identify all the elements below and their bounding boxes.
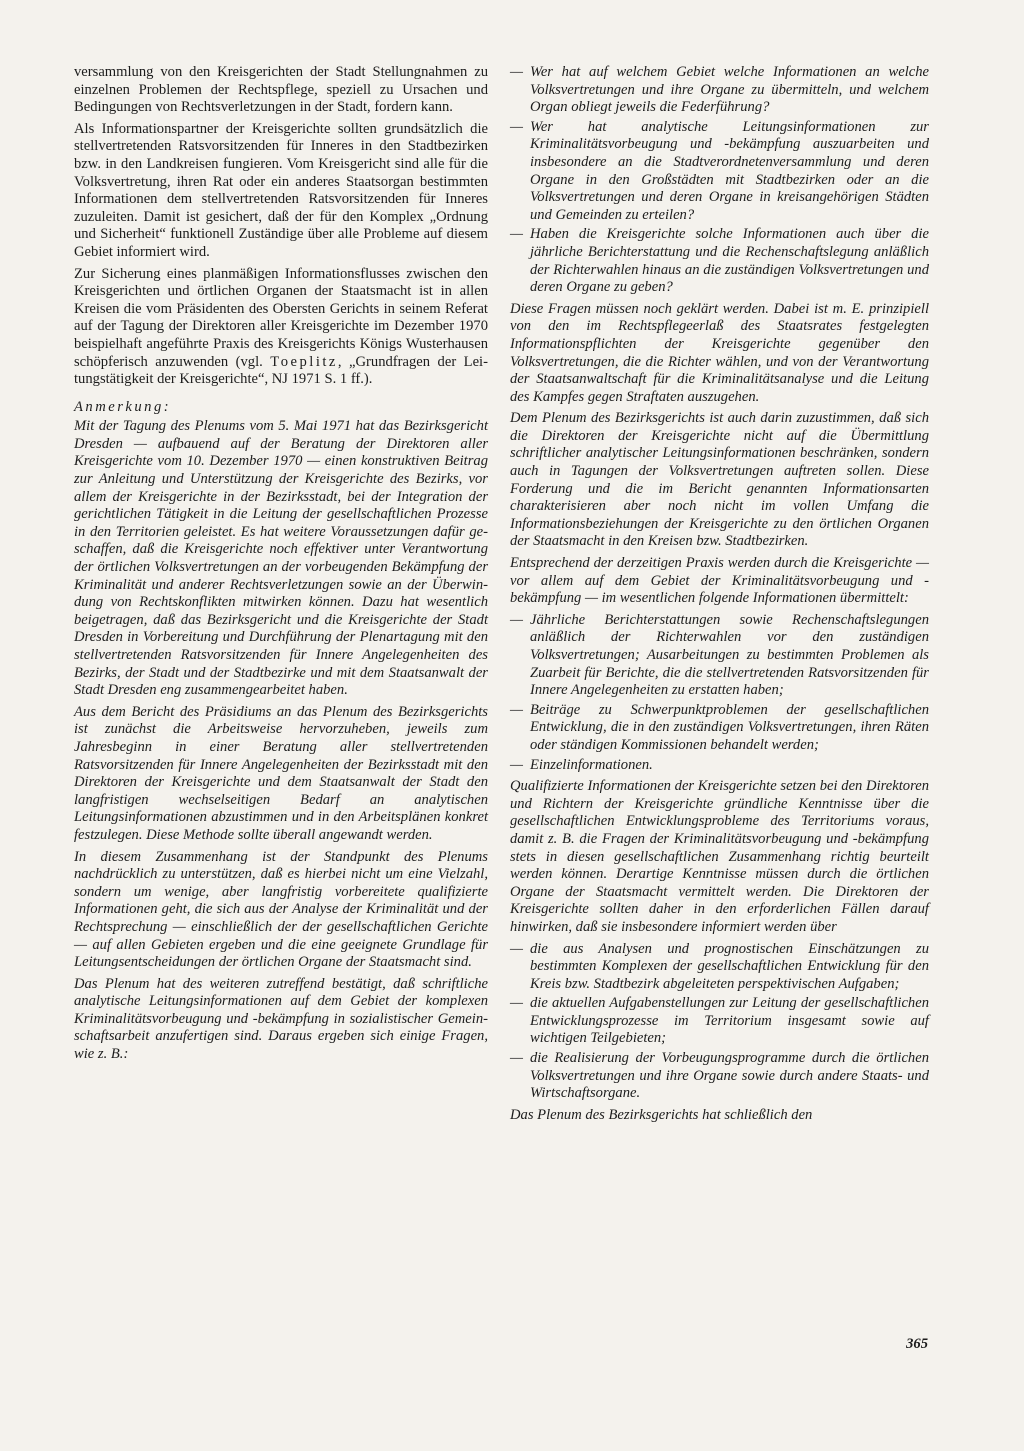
- information-list: [510, 612, 929, 774]
- list-item: — die aus Analysen und prognostischen Einschätzungen zu bestimmten Komplexen der gesellschaftlichen Entwicklung für den Kreis bzw. Stadtbezirk abgeleiteten perspektivischen Aufgaben;: [510, 941, 929, 994]
- list-item: — die aktuellen Aufgabenstellungen zur Leitung der gesellschaftlichen Entwicklungsprozesse im Territorium insgesamt sowie auf wichtigen Teilgebieten;: [510, 995, 929, 1048]
- author-name: Toeplitz: [270, 353, 338, 370]
- paragraph: versammlung von den Kreisgerichten der Stadt Stellungnahmen zu einzelnen Problemen der Rechtspflege, speziell zu Ursachen und Bedingungen von Rechtsverletzungen in der Stadt, fordern kann.: [74, 64, 488, 116]
- knowledge-list: [510, 941, 929, 1103]
- note-paragraph: Aus dem Bericht des Präsidiums an das Plenum des Bezirksgerichts ist zunächst die Arbeitsweise hervorzuheben, jeweils zum Jahresbeginn in einer Beratung aller stellvertretenden Ratsvorsitzenden für Innere Angelegenheiten der Bezirksstadt mit den Direktoren der Kreisgerichte und dem Staatsanwalt der Stadt den langfristigen wechselseitigen Bedarf an analytischen Leitungsinformationen abzustimmen und in den Arbeitsplänen konkret festzulegen. Diese Methode sollte überall angewandt werden.: [74, 703, 488, 843]
- paragraph: Entsprechend der derzeitigen Praxis werden durch die Kreisgerichte — vor allem auf dem Gebiet der Kriminalitätsvorbeugung und -bekämpfung — im wesentlichen folgende Informationen übermittelt:: [510, 555, 929, 607]
- paragraph: Das Plenum des Bezirksgerichts hat schließlich den: [510, 1106, 813, 1123]
- list-item: — Haben die Kreisgerichte solche Informationen auch über die jährliche Berichterstattung und die Rechenschaftslegung anläßlich der Richterwahlen hinaus an die zuständigen Volksvertretungen und deren Organe zu geben?: [510, 226, 929, 296]
- note-heading: Anmerkung:: [74, 398, 172, 415]
- list-item: — Einzelinformationen.: [510, 757, 929, 775]
- list-item: — Beiträge zu Schwerpunktproblemen der gesellschaftlichen Entwicklung, die in den zuständigen Volksvertretungen, ihren Räten oder ständigen Kommissionen behandelt werden;: [510, 702, 929, 755]
- paragraph-text: Zur Sicherung eines planmäßigen Informationsflusses zwischen den Kreisgerichten und örtlichen Organen der Staatsmacht ist in allen Kreisen die vom Präsidenten des Obersten Gerichts in seinem Referat auf der Tagung der Direktoren aller Kreisgerichte im Dezember 1970 beispielhaft angeführte Praxis des Kreisgerichts Königs Wusterhausen schöpferisch anzuwenden (vgl.: [74, 265, 488, 370]
- paragraph: [74, 266, 488, 389]
- note-paragraph: Mit der Tagung des Plenums vom 5. Mai 1971 hat das Bezirksgericht Dresden — aufbauend auf der Beratung der Direktoren aller Kreisgerichte vom 10. Dezember 1970 — einen konstruktiven Beitrag zur Anleitung und Unterstützung der Kreisgerichte des Bezirks, vor allem der Kreisgerichte in der Bezirksstadt, bei der Integration der gerichtlichen Tätigkeit in die Leitung der gesellschaftlichen Prozesse in den Territorien geleistet. Es hat weitere Voraussetzungen dafür geschaffen, daß die Kreisgerichte noch effektiver unter Verantwortung der örtlichen Volksvertretungen an der vorbeugenden Bekämpfung der Kriminalität und anderer Rechtsverletzungen sowie an der Überwindung von Rechtskonflikten mitwirken können. Dazu hat wesentlich beigetragen, daß das Bezirksgericht und die Kreisgerichte der Stadt Dresden in Vorbereitung und Durchführung der Plenartagung mit den stellvertretenden Ratsvorsitzenden für Innere Angelegenheiten des Bezirks, der Stadt und der Stadtbezirke und mit dem Staatsanwalt der Stadt Dresden eng zusammengearbeitet haben.: [74, 418, 488, 699]
- list-item: — die Realisierung der Vorbeugungsprogramme durch die örtlichen Volksvertretungen und ihre Organe sowie durch andere Staats- und Wirtschaftsorgane.: [510, 1050, 929, 1103]
- right-column: [510, 64, 929, 1128]
- paragraph: Dem Plenum des Bezirksgerichts ist auch darin zuzustimmen, daß sich die Direktoren der Kreisgerichte nicht auf die Übermittlung schriftlicher analytischer Leitungsinformationen beschränken, sondern auch in Tagungen der Volksvertretungen auftreten sollen. Diese Forderung und die im Bericht genannten Informationsarten charakterisieren aber noch nicht im vollen Umfang die Informationsbeziehungen der Kreisgerichte zu den örtlichen Organen der Staatsmacht in den Kreisen bzw. Stadtbezirken.: [510, 410, 929, 550]
- note-paragraph: Das Plenum hat des weiteren zutreffend bestätigt, daß schriftliche analytische Leitungsinformationen auf dem Gebiet der komplexen Kriminalitätsvorbeugung und -bekämpfung in sozialistischer Gemeinschaftsarbeit anzufertigen sind. Daraus ergeben sich einige Fragen, wie z. B.:: [74, 975, 488, 1063]
- list-item: — Wer hat analytische Leitungsinformationen zur Kriminalitätsvorbeugung und -bekämpfung auszuarbeiten und insbesondere an die Stadtverordnetenversammlung und deren Organe in den Großstädten mit Stadtbezirken oder an die Volksvertretungen und deren Organe in kreisangehörigen Städten und Gemeinden zu erteilen?: [510, 119, 929, 225]
- paragraph: Als Informationspartner der Kreisgerichte sollten grundsätzlich die stellvertretenden Ratsvorsitzenden für Inneres in den Stadtbezirken bzw. in den Landkreisen fungieren. Vom Kreisgericht sind alle für die Volksvertretung, ihren Rat oder ein anderes Staatsorgan bestimmten Informationen dem stellvertretenden Ratsvorsitzenden für Inneres zuzuleiten. Damit ist gesichert, daß der für den Komplex „Ordnung und Sicherheit“ funktionell Zuständige über alle Probleme auf diesem Gebiet informiert wird.: [74, 120, 488, 260]
- paragraph: Qualifizierte Informationen der Kreisgerichte setzen bei den Direktoren und Richtern der Kreisgerichte gründliche Kenntnisse über die gesellschaftlichen Entwicklungsprobleme des Territoriums voraus, damit z. B. die Fragen der Kriminalitätsvorbeugung und -bekämpfung stets in diesen gesellschaftlichen Zusammenhang richtig beurteilt werden können. Derartige Kenntnisse müssen durch die örtlichen Organe der Staatsmacht vermittelt werden. Die Direktoren der Kreisgerichte sollten daher in den erforderlichen Fällen darauf hinwirken, daß sie insbesondere informiert werden über: [510, 778, 929, 935]
- question-list: [510, 64, 929, 297]
- page-number: 365: [906, 1336, 928, 1352]
- citation-text: , „Grundfragen der Leitungstätigkeit der Kreisgerichte“, NJ 1971 S. 1 ff.).: [74, 353, 488, 388]
- list-item: — Wer hat auf welchem Gebiet welche Informationen an welche Volksvertretungen und ihre Organe zu übermitteln, und welchem Organ obliegt jeweils die Federführung?: [510, 64, 929, 117]
- paragraph: Diese Fragen müssen noch geklärt werden. Dabei ist m. E. prinzipiell von den im Rechtspflegeerlaß des Staatsrates festgelegten Informationspflichten der Kreisgerichte gegenüber den Volksvertretungen, die die Richter wählen, und von der Verantwortung der Staatsanwaltschaft für die Kriminalitätsanalyse und die Leitung des Kampfes gegen Straftaten auszugehen.: [510, 300, 929, 405]
- list-item: — Jährliche Berichterstattungen sowie Rechenschaftslegungen anläßlich der Richterwahlen vor den zuständigen Volksvertretungen; Ausarbeitungen zu bestimmten Problemen als Zuarbeit für Berichte, die die stellvertretenden Ratsvorsitzenden für Innere Angelegenheiten zu erstatten haben;: [510, 612, 929, 700]
- note-paragraph: In diesem Zusammenhang ist der Standpunkt des Plenums nachdrücklich zu unterstützen, daß es hierbei nicht um eine Vielzahl, sondern um wenige, aber langfristig vorbereitete qualifizierte Informationen geht, die sich aus der Analyse der Kriminalität und der Rechtsprechung — einschließlich der der gesellschaftlichen Gerichte — auf allen Gebieten ergeben und die eine geeignete Grundlage für Leitungsentscheidungen der örtlichen Organe der Staatsmacht sind.: [74, 848, 488, 971]
- left-column: [74, 64, 488, 1068]
